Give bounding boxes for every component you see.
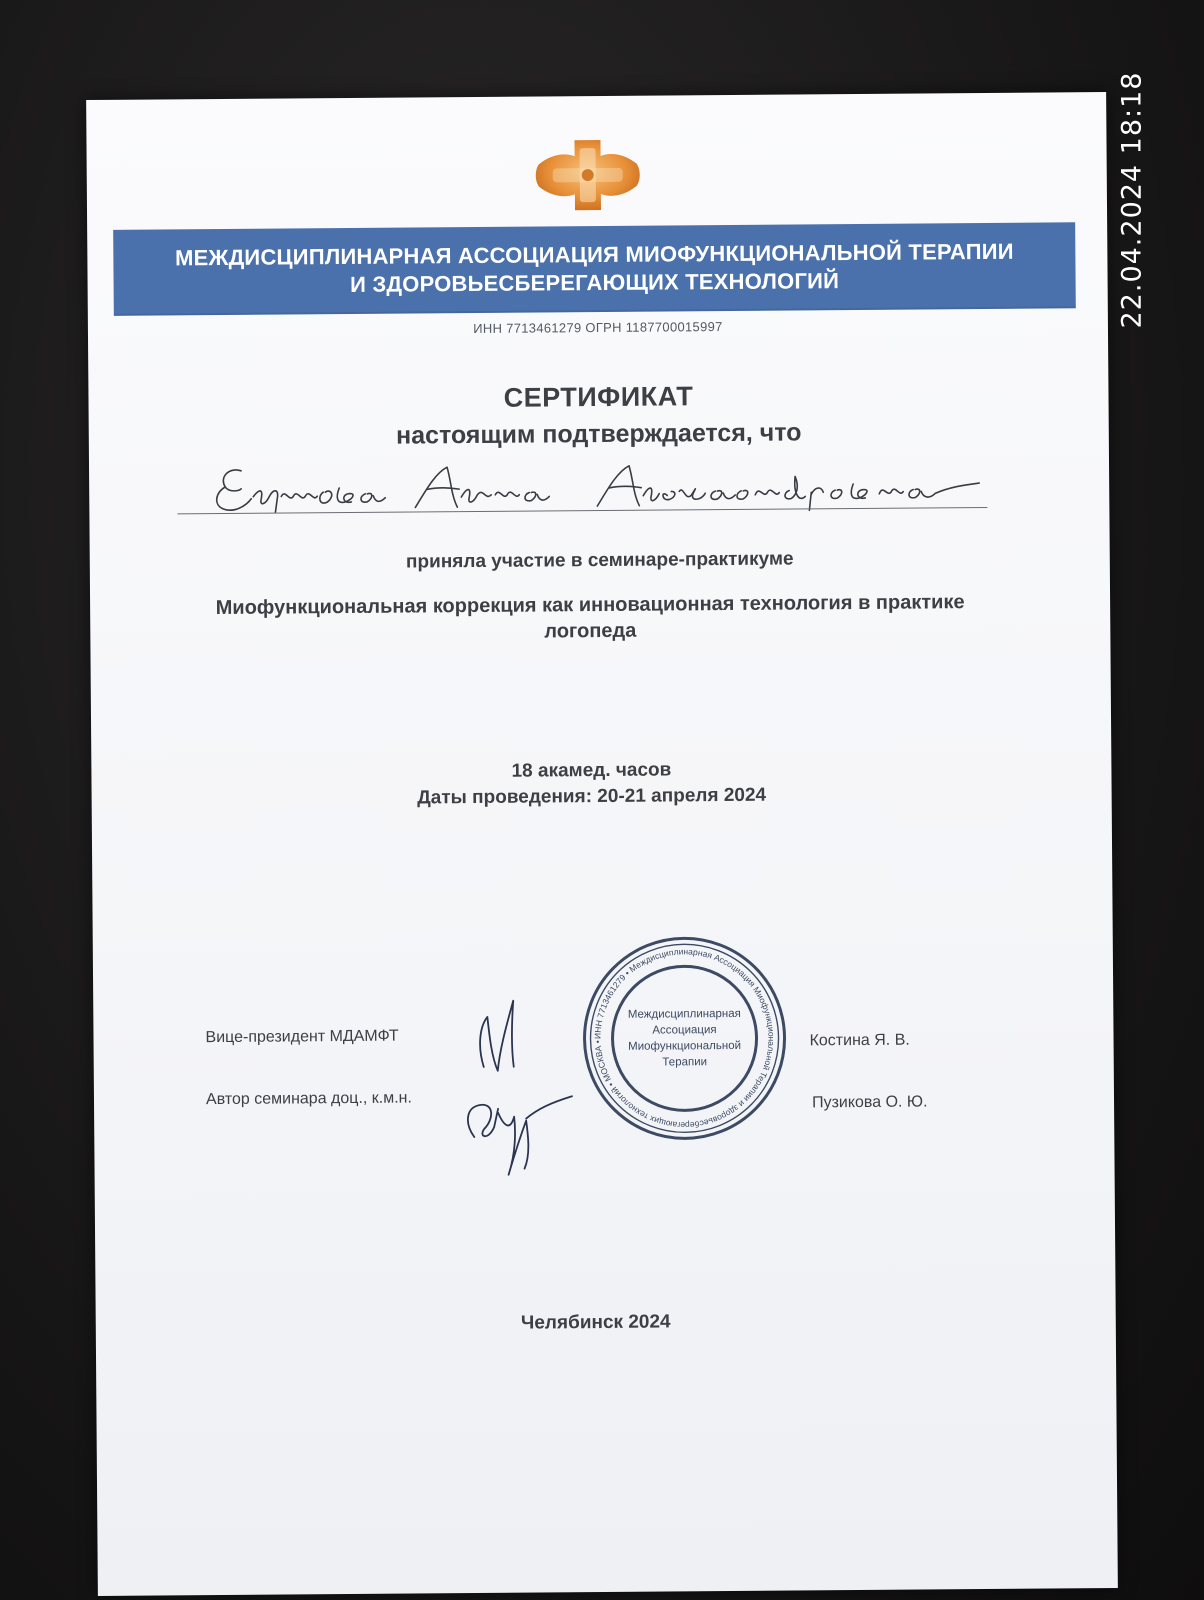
stamp-center-line-1: Междисциплинарная	[627, 1007, 741, 1021]
stamp-center-line-2: Ассоциация	[652, 1024, 717, 1037]
certificate-title: СЕРТИФИКАТ	[503, 381, 694, 413]
vice-president-name: Костина Я. В.	[809, 1031, 910, 1050]
certificate-subtitle: настоящим подтверждается, что	[395, 418, 802, 450]
seminar-title: Миофункциональная коррекция как инновационная технология в практике логопеда	[215, 591, 965, 643]
organization-name-line-1: МЕЖДИСЦИПЛИНАРНАЯ АССОЦИАЦИЯ МИОФУНКЦИОНАЛЬНОЙ ТЕРАПИИ	[174, 238, 1014, 271]
stamp-center-line-4: Терапии	[662, 1056, 708, 1069]
organization-banner	[113, 222, 1076, 316]
orange-cross-emblem-icon	[532, 136, 643, 215]
seminar-author-label: Автор семинара доц., к.м.н.	[205, 1089, 412, 1109]
stamp-ring-text: ИНН 7713461279 • Междисциплинарная Ассоциация Миофункциональной Терапии и здоровьесберегающих технологий • МОСКВА •	[592, 946, 777, 1131]
seminar-dates: Даты проведения: 20-21 апреля 2024	[417, 784, 767, 809]
vice-president-label: Вице-президент МДАМФТ	[205, 1027, 399, 1047]
city-year: Челябинск 2024	[520, 1311, 671, 1334]
photo-timestamp-text: 22.04.2024 18:18	[1116, 71, 1148, 329]
organization-name-line-2: И ЗДОРОВЬЕСБЕРЕГАЮЩИХ ТЕХНОЛОГИЙ	[349, 268, 840, 297]
seminar-author-name: Пузикова О. Ю.	[811, 1093, 928, 1112]
registration-numbers: ИНН 7713461279 ОГРН 1187700015997	[473, 319, 723, 336]
organization-stamp	[579, 933, 791, 1145]
participation-statement: приняла участие в семинаре-практикуме	[405, 548, 794, 573]
photo-timestamp	[1112, 50, 1152, 350]
stamp-center-line-3: Миофункциональной	[628, 1039, 742, 1053]
handwritten-signatures	[453, 986, 595, 1187]
certificate-sheet	[86, 92, 1118, 1596]
academic-hours: 18 акамед. часов	[511, 759, 672, 782]
